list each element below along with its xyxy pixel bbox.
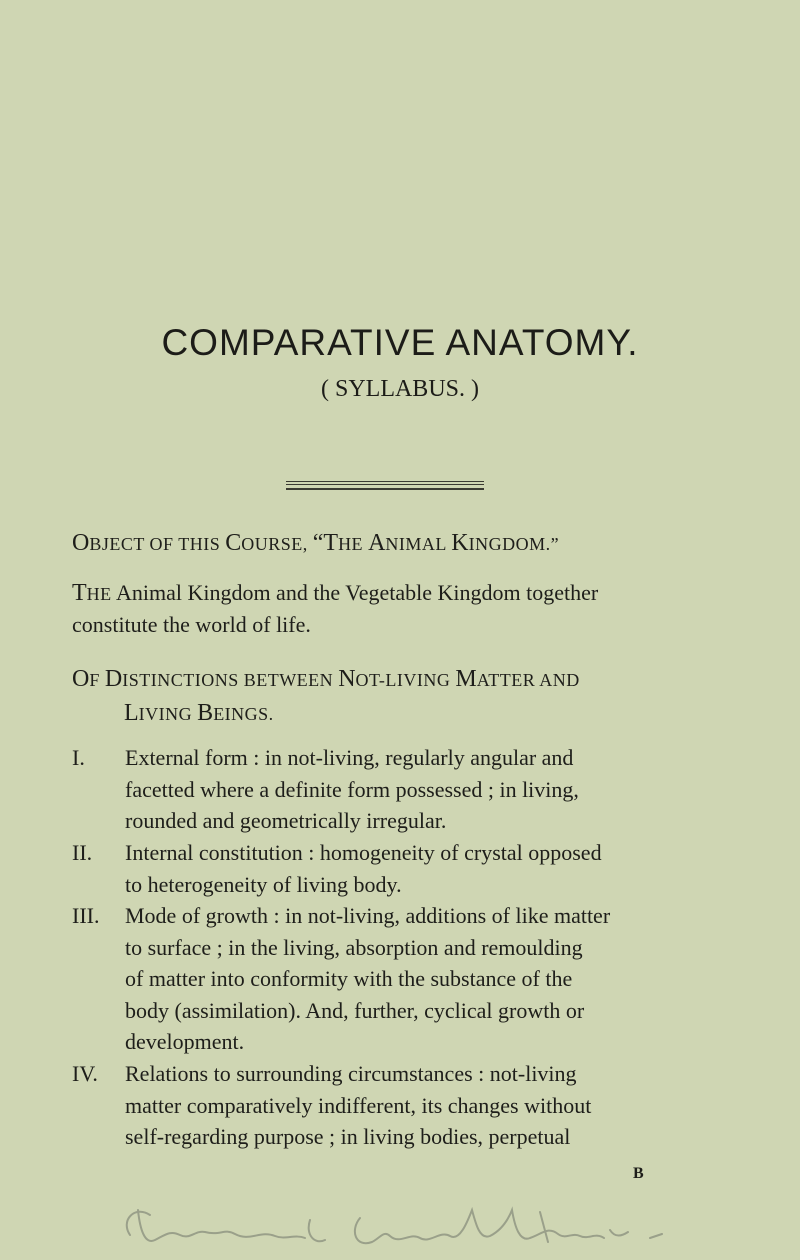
item-number: II. [72, 840, 93, 865]
page-title: COMPARATIVE ANATOMY. [161, 322, 639, 363]
page-subtitle: ( SYLLABUS. ) [320, 376, 479, 402]
intro-line-2: constitute the world of life. [72, 612, 311, 637]
item-number: I. [72, 745, 85, 770]
section-heading-line-1: OF DISTINCTIONS BETWEEN NOT-LIVING MATTER AND [72, 666, 580, 692]
section-heading-line-2: LIVING BEINGS. [124, 700, 274, 726]
item-number: III. [72, 903, 100, 928]
signature-mark: B [633, 1165, 644, 1182]
course-object-line: OBJECT OF THIS COURSE, “THE ANIMAL KINGDOM.” [72, 530, 560, 556]
item-number: IV. [72, 1061, 98, 1086]
divider-rule [286, 484, 484, 485]
intro-line-1: THE Animal Kingdom and the Vegetable Kingdom together [72, 580, 599, 606]
handwritten-signature [110, 1190, 710, 1260]
syllabus-page: COMPARATIVE ANATOMY. ( SYLLABUS. ) OBJECT OF THIS COURSE, “THE ANIMAL KINGDOM.” THE Animal Kingdom and the Vegetable Kingdom together constitute the world of life. OF DISTINCTIONS BETWEEN NOT-LIVING MATTER AND LIVING BEINGS. I. External form : in not-living, regularly angular and facetted where a definite form possessed ; in living, rounded and geometrically irregular. II. Internal constitution : homogeneity of crystal opposed to heterogeneity of living body. III. Mode of growth : in not-living, additions of like matter to surface ; in the living, absorption and remoulding of matter into conformity with the substance of the body (assimilation). And, further, cyclical growth or development. IV. Relations to surrounding circumstances : not-living matter comparatively indifferent, its changes without self-regarding purpose ; in living bodies, perpetual B [0, 0, 800, 1259]
divider-rule [286, 488, 484, 490]
divider-rule [286, 481, 484, 482]
